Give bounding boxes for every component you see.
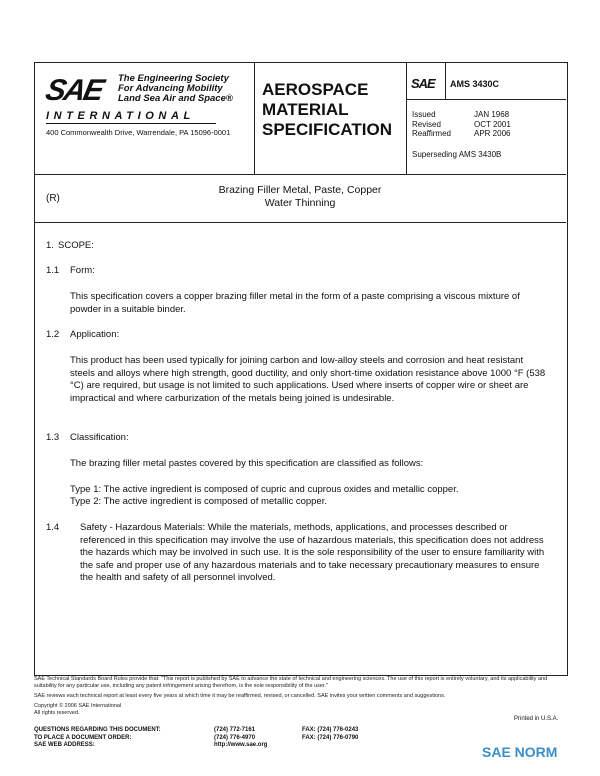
sae-address: 400 Commonwealth Drive, Warrendale, PA 15096-0001	[46, 128, 231, 137]
document-number: AMS 3430C	[450, 79, 500, 89]
document-type-title: AEROSPACE MATERIAL SPECIFICATION	[262, 80, 393, 139]
doc-number-divider	[445, 62, 446, 99]
date-row-revised: Revised OCT 2001	[412, 119, 511, 129]
sae-norm-watermark	[482, 744, 557, 760]
document-dates	[412, 110, 542, 139]
legal-footer: SAE Technical Standards Board Rules provide that: "This report is published by SAE to advance the state of technical and engineering sciences. The use of this report is entirely voluntary, and its applicability and suitability for any particular use, including any patent infringement arising therefrom, is the sole responsibility of the user." SAE reviews each technical report at least every five years at which time it may be reaffirmed, revised, or cancelled. SAE invites your written comments and suggestions. Copyright © 2006 SAE International All rights reserved.	[34, 676, 548, 716]
type-1-definition: Type 1: The active ingredient is composed of cupric and cuprous oxides and metallic copper.	[70, 484, 459, 495]
header-divider-right	[406, 62, 407, 174]
section-1-2-text: This product has been used typically for joining carbon and low-alloy steels and corrosion and heat resistant steels and alloys where high strength, good ductility, and only short-time oxidation resistance above 1000 °F (538 °C) are required, but usage is not limited to such applications. Used where inserts of copper wire or sheet are impractical and where carburization of the metals being joined is undesirable.	[70, 355, 546, 404]
date-row-issued: Issued JAN 1968	[412, 110, 510, 119]
sae-small-logo: SAE	[411, 76, 435, 91]
section-1-4-text: Safety - Hazardous Materials: While the materials, methods, applications, and processes described or referenced in this specification may involve the use of hazardous materials, this specification does not address the hazards which may be involved in such use. It is the sole responsibility of the user to ensure familiarity with the safe and proper use of any hazardous materials and to take necessary precautionary measures to ensure the health and safety of all personnel involved.	[80, 522, 545, 583]
doc-number-rule	[406, 99, 566, 100]
watermark-text: SAE NORM	[482, 744, 558, 760]
printed-in-note: Printed in U.S.A.	[514, 716, 559, 722]
sae-web-link[interactable]: http://www.sae.org	[214, 742, 268, 748]
superseding-note: Superseding AMS 3430B	[412, 150, 502, 159]
document-subtitle: Brazing Filler Metal, Paste, Copper Water Thinning	[218, 184, 382, 209]
sae-tagline: The Engineering Society For Advancing Mobility Land Sea Air and Space®	[118, 73, 233, 104]
document-page: SAE The Engineering Society For Advancing Mobility Land Sea Air and Space® INTERNATIONAL 400 Commonwealth Drive, Warrendale, PA 15096-0001 AEROSPACE MATERIAL SPECIFICATION SAE AMS 3430C Issued JAN 1968 Revised OCT 2001 Reaffirmed APR 2006 Superseding AMS 3430B (R) Brazing Filler Metal, Paste, Copper Water Thinning 1. SCOPE: 1.1 Form: This specification covers a copper brazing filler metal in the form of a paste comprising a viscous mixture of powder in a suitable binder. 1.2 Application: This product has been used typically for joining carbon and low-alloy steels and corrosion and heat resistant steels and alloys where high strength, good ductility, and only short-time oxidation resistance above 1000 °F (538 °C) are required, but usage is not limited to such applications. Used where inserts of copper wire or sheet are impractical and where carburization of the metals being joined is undesirable. 1.3 Classification: The brazing filler metal pastes covered by this specification are classified as follows: Type 1: The active ingredient is composed of cupric and cuprous oxides and metallic copper. Type 2: The active ingredient is composed of metallic copper. 1.4 Safety - Hazardous Materials: While the materials, methods, applications, and processes described or referenced in this specification may involve the use of hazardous materials, this specification does not address the hazards which may be involved in such use. It is the sole responsibility of the user to ensure familiarity with the safe and proper use of any hazardous materials and to take necessary precautionary measures to ensure the health and safety of all personnel involved. SAE Technical Standards Board Rules provide that: "This report is published by SAE to advance the state of technical and engineering sciences. The use of this report is entirely voluntary, and its applicability and suitability for any particular use, including any patent infringement arising therefrom, is the sole responsibility of the user." SAE reviews each technical report at least every five years at which time it may be reaffirmed, revised, or cancelled. SAE invites your written comments and suggestions. Copyright © 2006 SAE International All rights reserved. Printed in U.S.A. QUESTIONS REGARDING THIS DOCUMENT: TO PLACE A DOCUMENT ORDER: SAE WEB ADDRESS: (724) 772-7161 (724) 776-4970 http://www.sae.org FAX: (724) 776-0243 FAX: (724) 776-0790 SAE NORM	[0, 0, 600, 776]
logo-underline	[46, 123, 216, 124]
section-1-1-text: This specification covers a copper brazing filler metal in the form of a paste comprising a viscous mixture of powder in a suitable binder.	[70, 291, 520, 315]
international-wordmark: INTERNATIONAL	[46, 110, 195, 122]
sae-logo-letters: SAE	[42, 74, 106, 107]
section-1-3-text: The brazing filler metal pastes covered by this specification are classified as follows:	[70, 458, 424, 469]
type-2-definition: Type 2: The active ingredient is composed of metallic copper.	[70, 496, 327, 507]
date-row-reaffirmed: Reaffirmed APR 2006	[412, 129, 511, 138]
sae-logo	[42, 73, 266, 124]
revision-mark: (R)	[46, 193, 60, 204]
